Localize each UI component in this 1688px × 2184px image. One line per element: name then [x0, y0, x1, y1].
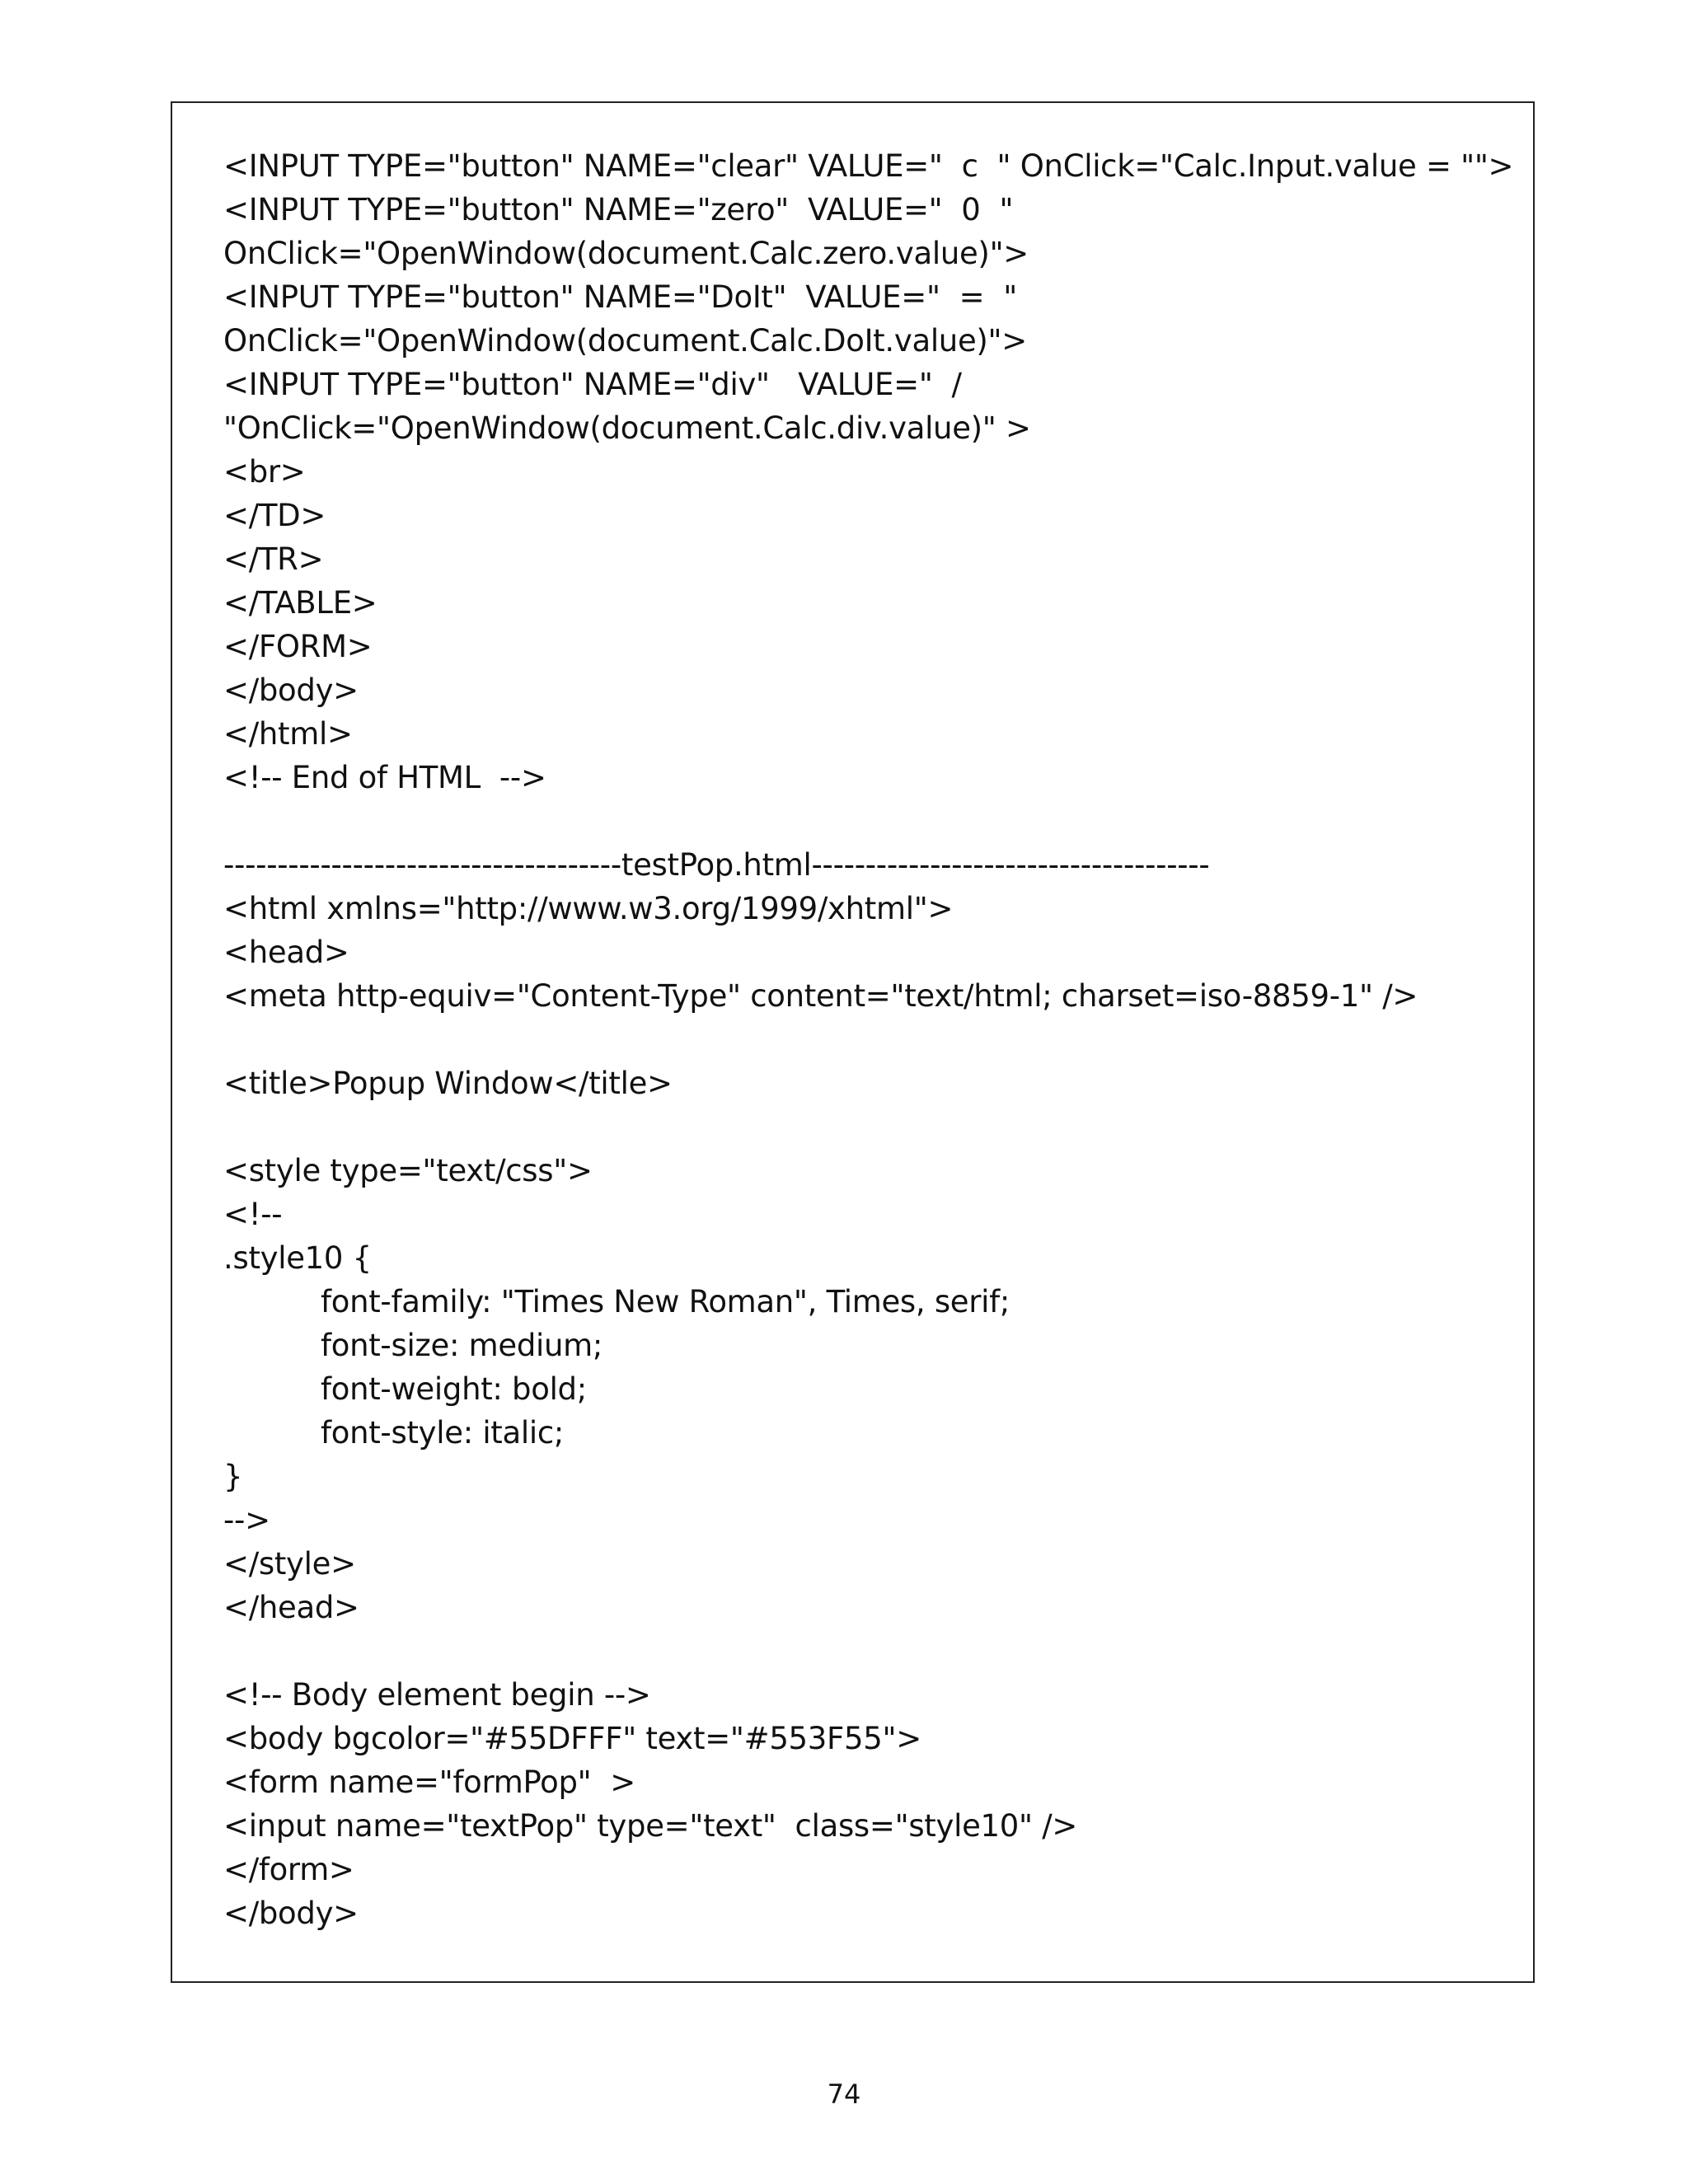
- code-line: }: [223, 1459, 243, 1494]
- code-line: </TABLE>: [223, 585, 377, 621]
- page-number: 74: [827, 2079, 861, 2110]
- code-line: <INPUT TYPE="button" NAME="div" VALUE=" /: [223, 367, 962, 402]
- code-line: font-size: medium;: [321, 1328, 603, 1363]
- code-listing: [223, 144, 1514, 1935]
- code-line: <br>: [223, 454, 306, 490]
- code-line: </TD>: [223, 498, 326, 533]
- code-line: </body>: [223, 1896, 359, 1931]
- code-line: <html xmlns="http://www.w3.org/1999/xhtml">: [223, 891, 954, 926]
- code-line: -->: [223, 1502, 270, 1538]
- file-separator-line: -------------------------------------testPop.html-------------------------------------: [223, 847, 1210, 883]
- code-line: </head>: [223, 1590, 359, 1625]
- code-line: <body bgcolor="#55DFFF" text="#553F55">: [223, 1721, 921, 1756]
- code-line: </FORM>: [223, 629, 373, 664]
- code-line: font-family: "Times New Roman", Times, serif;: [321, 1284, 1010, 1319]
- code-line: <title>Popup Window</title>: [223, 1066, 673, 1101]
- code-line: <INPUT TYPE="button" NAME="zero" VALUE=" 0 ": [223, 192, 1014, 227]
- code-line: <!-- End of HTML -->: [223, 760, 546, 795]
- code-line: </body>: [223, 673, 359, 708]
- code-line: font-style: italic;: [321, 1415, 565, 1451]
- code-line-blank: [223, 1018, 1509, 1062]
- code-listing-box: [171, 101, 1535, 1983]
- code-line: </TR>: [223, 541, 324, 577]
- code-line: </html>: [223, 716, 353, 752]
- code-line: <!--: [223, 1197, 283, 1232]
- code-line: <head>: [223, 935, 349, 970]
- code-line: </style>: [223, 1546, 356, 1582]
- code-line: <form name="formPop" >: [223, 1765, 636, 1800]
- code-line-blank: [223, 799, 1509, 843]
- code-line: .style10 {: [223, 1240, 372, 1276]
- code-line: <style type="text/css">: [223, 1153, 593, 1188]
- code-line-blank: [223, 1105, 1509, 1149]
- code-line: </form>: [223, 1852, 354, 1887]
- code-line-blank: [223, 1629, 1509, 1673]
- code-line: font-weight: bold;: [321, 1371, 587, 1407]
- code-line: "OnClick="OpenWindow(document.Calc.div.value)" >: [223, 410, 1031, 446]
- code-line: OnClick="OpenWindow(document.Calc.zero.value)">: [223, 236, 1029, 271]
- code-line: <!-- Body element begin -->: [223, 1677, 651, 1713]
- code-line: <INPUT TYPE="button" NAME="clear" VALUE=" c " OnClick="Calc.Input.value = "">: [223, 148, 1514, 184]
- code-line: <meta http-equiv="Content-Type" content="text/html; charset=iso-8859-1" />: [223, 978, 1418, 1014]
- code-line: OnClick="OpenWindow(document.Calc.DoIt.value)">: [223, 323, 1027, 359]
- code-line: <input name="textPop" type="text" class="style10" />: [223, 1808, 1078, 1844]
- code-line: <INPUT TYPE="button" NAME="DoIt" VALUE=" = ": [223, 279, 1017, 315]
